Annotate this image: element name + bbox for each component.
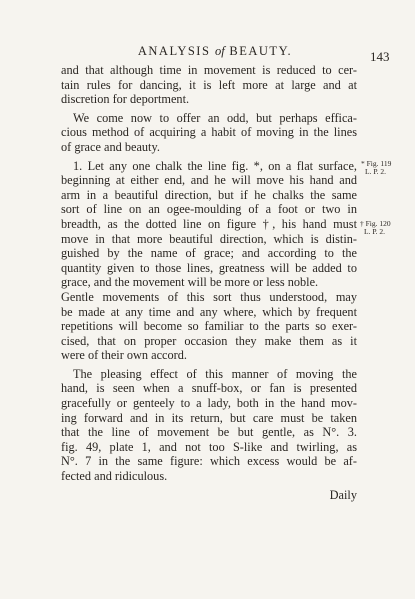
margin-note-line: L. P. 2.: [364, 227, 386, 236]
text-line: repetitions will become so familiar to the parts so exer-: [61, 319, 357, 334]
running-head-of: of: [215, 44, 225, 58]
text-line: fig. 49, plate 1, and not too S-like and twirling, as: [61, 439, 357, 454]
text-line: fected and ridiculous.: [61, 469, 168, 484]
text-line: grace, and the movement will be more or less noble.: [61, 275, 319, 290]
running-head: [115, 44, 315, 59]
text-line: of grace and beauty.: [61, 139, 160, 154]
body-text: [61, 63, 357, 502]
text-line: move in that more beautiful direction, which is distin-: [61, 231, 357, 246]
text-line: be made at any time and any where, which by frequent: [61, 304, 357, 319]
text-line: beginning at either end, and he will move his hand and: [61, 173, 357, 188]
running-head-part2: BEAUTY.: [229, 44, 293, 58]
text-line: discretion for deportment.: [61, 92, 190, 107]
text-line: breadth, as the dotted line on figure †, his hand must: [61, 216, 357, 231]
text-line: cised, that on proper occasion they make them as it: [61, 333, 357, 348]
text-line: cious method of acquiring a habit of moving in the lines: [61, 125, 357, 140]
text-line: that the line of movement be but gentle, as N°. 3.: [61, 425, 357, 440]
page-number: 143: [370, 49, 390, 64]
text-line: We come now to offer an odd, but perhaps effica-: [73, 110, 357, 125]
text-line: 1. Let any one chalk the line fig. *, on a flat surface,: [73, 158, 357, 173]
text-line: The pleasing effect of this manner of moving the: [73, 366, 357, 381]
text-line: guished by the name of grace; and according to the: [61, 246, 357, 261]
running-head-part1: ANALYSIS: [137, 44, 211, 58]
text-line: quantity given to those lines, greatness will be added to: [61, 260, 357, 275]
text-line: N°. 7 in the same figure: which excess would be af-: [61, 454, 357, 469]
text-line: arm in a beautiful direction, but if he chalks the same: [61, 187, 357, 202]
margin-note-line: L. P. 2.: [365, 167, 387, 176]
text-line: gracefully or genteely to a lady, both in the hand mov-: [61, 396, 357, 411]
margin-note-line: * Fig. 119: [361, 159, 392, 168]
text-line: and that although time in movement is reduced to cer-: [61, 63, 357, 77]
text-line: sort of line on an ogee-moulding of a foot or two in: [61, 202, 357, 217]
text-line: tain rules for dancing, it is left more at large and at: [61, 77, 357, 92]
text-line: ing forward and in its return, but care must be taken: [61, 410, 357, 425]
text-line: Gentle movements of this sort thus understood, may: [61, 289, 357, 304]
text-line: were of their own accord.: [61, 348, 187, 363]
margin-note-line: † Fig. 120: [360, 219, 391, 228]
margin-note-fig-120: [360, 220, 391, 236]
margin-note-fig-119: [361, 160, 391, 176]
text-line: hand, is seen when a snuff-box, or fan is presented: [61, 381, 357, 396]
catchword: Daily: [329, 487, 357, 502]
